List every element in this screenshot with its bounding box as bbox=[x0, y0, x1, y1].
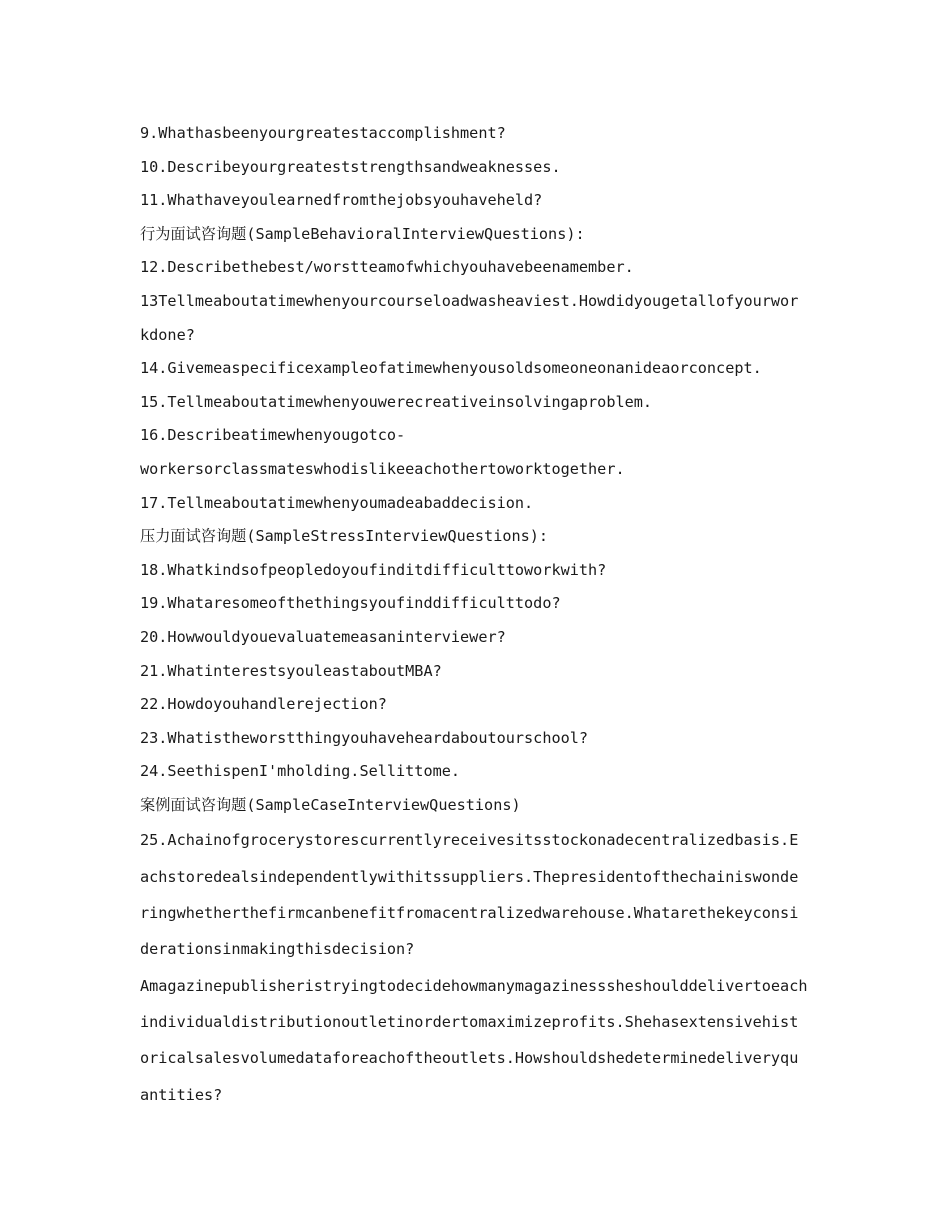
question-19: 19.Whataresomeofthethingsyoufinddifficulttodo? bbox=[140, 594, 561, 613]
case-question-magazine-line-1: Amagazinepublisheristryingtodecidehowmanymagazinesssheshoulddelivertoeach bbox=[140, 976, 808, 995]
question-11: 11.Whathaveyoulearnedfromthejobsyouhaveheld? bbox=[140, 191, 543, 210]
question-13-line-2: kdone? bbox=[140, 325, 195, 344]
question-12: 12.Describethebest/worstteamofwhichyouhavebeenamember. bbox=[140, 258, 634, 277]
question-13-line-1: 13Tellmeaboutatimewhenyourcourseloadwasheaviest.Howdidyougetallofyourwor bbox=[140, 291, 799, 310]
question-23: 23.Whatistheworstthingyouhaveheardaboutourschool? bbox=[140, 728, 589, 747]
question-20: 20.Howwouldyouevaluatemeasaninterviewer? bbox=[140, 627, 506, 646]
question-25-line-2: achstoredealsindependentlywithitssuppliers.Thepresidentofthechainiswonde bbox=[140, 867, 799, 886]
question-10: 10.Describeyourgreateststrengthsandweaknesses. bbox=[140, 157, 561, 176]
question-14: 14.Givemeaspecificexampleofatimewhenyousoldsomeoneonanideaorconcept. bbox=[140, 359, 762, 378]
question-24: 24.SeethispenI'mholding.Sellittome. bbox=[140, 762, 461, 781]
case-question-magazine-line-4: antities? bbox=[140, 1085, 223, 1104]
case-question-magazine-line-3: oricalsalesvolumedataforeachoftheoutlets.Howshouldshedeterminedeliveryqu bbox=[140, 1049, 799, 1068]
section-heading-behavioral: 行为面试咨询题(SampleBehavioralInterviewQuestions): bbox=[140, 224, 585, 243]
question-21: 21.WhatinterestsyouleastaboutMBA? bbox=[140, 661, 442, 680]
question-22: 22.Howdoyouhandlerejection? bbox=[140, 695, 387, 714]
section-heading-stress: 压力面试咨询题(SampleStressInterviewQuestions): bbox=[140, 527, 549, 546]
section-heading-case: 案例面试咨询题(SampleCaseInterviewQuestions) bbox=[140, 795, 521, 814]
question-16-line-2: workersorclassmateswhodislikeeachothertoworktogether. bbox=[140, 459, 625, 478]
document-body bbox=[140, 117, 812, 1113]
question-25-line-3: ringwhetherthefirmcanbenefitfromacentralizedwarehouse.Whatarethekeyconsi bbox=[140, 904, 799, 923]
question-25-line-1: 25.Achainofgrocerystorescurrentlyreceivesitsstockonadecentralizedbasis.E bbox=[140, 831, 799, 850]
question-25-line-4: derationsinmakingthisdecision? bbox=[140, 940, 415, 959]
case-question-magazine-line-2: individualdistributionoutletinordertomaximizeprofits.Shehasextensivehist bbox=[140, 1012, 799, 1031]
question-9: 9.Whathasbeenyourgreatestaccomplishment? bbox=[140, 124, 506, 142]
question-18: 18.Whatkindsofpeopledoyoufinditdifficulttoworkwith? bbox=[140, 560, 607, 579]
question-17: 17.Tellmeaboutatimewhenyoumadeabaddecision. bbox=[140, 493, 534, 512]
question-16-line-1: 16.Describeatimewhenyougotco- bbox=[140, 426, 406, 445]
question-15: 15.Tellmeaboutatimewhenyouwerecreativeinsolvingaproblem. bbox=[140, 392, 653, 411]
